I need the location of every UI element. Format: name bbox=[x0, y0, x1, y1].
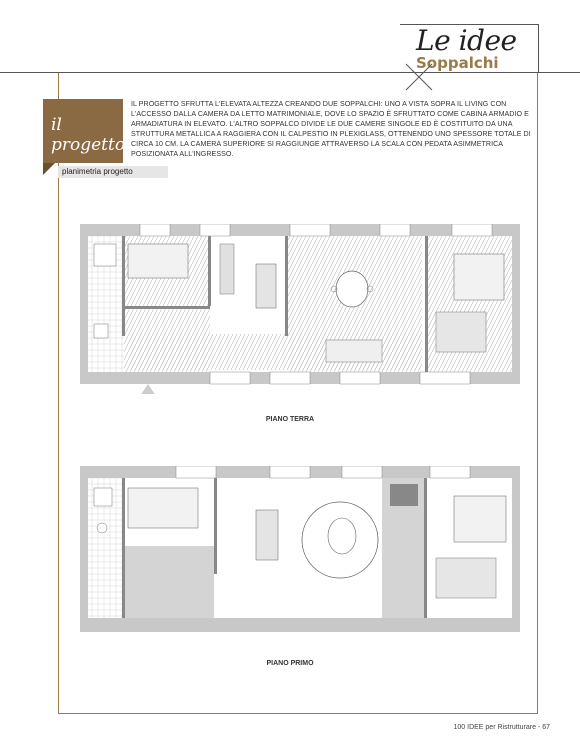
brand-subtitle: Soppalchi bbox=[416, 54, 499, 72]
section-label: il progetto bbox=[51, 115, 126, 155]
first-floor-plan bbox=[80, 466, 520, 636]
section-label-box bbox=[43, 99, 126, 163]
intro-text: IL PROGETTO SFRUTTA L'ELEVATA ALTEZZA CREANDO DUE SOPPALCHI: UNO A VISTA SOPRA IL LIVING CON L'ACCESSO DALLA CAMERA DA LETTO MATRIMONIALE, DOVE LO SPAZIO È SFRUTTATO COME CABINA ARMADIO E ARMADIATURA IN ELEVATO. L'ALTRO SOPPALCO DIVIDE LE DUE CAMERE SINGOLE ED È COSTITUITO DA UNA STRUTTURA METALLICA A RAGGIERA CON IL CALPESTIO IN PLEXIGLASS, OTTENENDO UNO SPESSORE TOTALE DI CIRCA 10 CM. LA CAMERA SUPERIORE SI RAGGIUNGE ATTRAVERSO LA SCALA CON PEDATA ASIMMETRICA POSIZIONATA ALL'INGRESSO. bbox=[131, 100, 531, 158]
page-footer: 100 IDEE per Ristrutturare - 67 bbox=[453, 724, 550, 731]
section-label-fold bbox=[43, 163, 55, 175]
ground-floor-label: PIANO TERRA bbox=[265, 416, 315, 423]
brand-title: Le idee bbox=[416, 24, 517, 57]
first-floor-label: PIANO PRIMO bbox=[266, 660, 314, 667]
ground-floor-plan bbox=[80, 224, 520, 394]
plan-tag: planimetria progetto bbox=[58, 166, 168, 178]
